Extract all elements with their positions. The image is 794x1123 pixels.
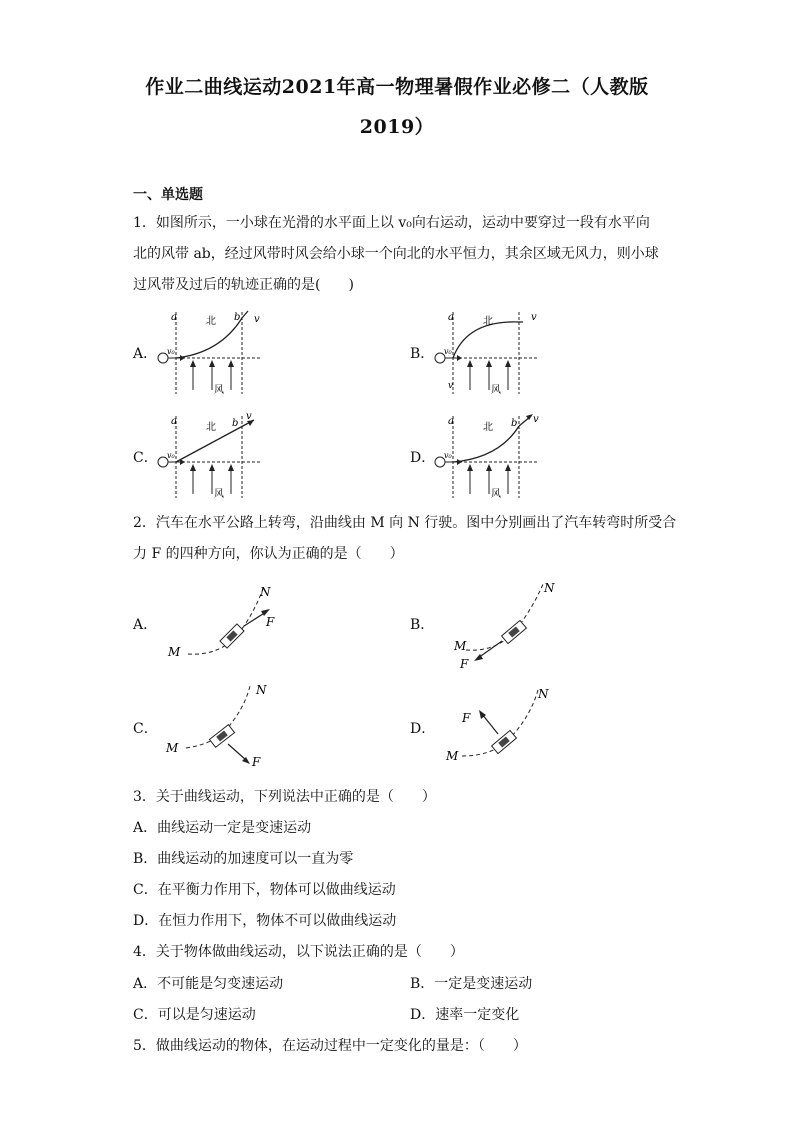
q1d-label-north: 北	[483, 422, 493, 433]
q1b-label-wind: 风	[491, 385, 501, 396]
q1c-label-b: b	[232, 418, 239, 429]
q1b-label-lower-v: v	[448, 381, 454, 391]
q2d-label-n: N	[538, 687, 549, 701]
q3-option-d: D．在恒力作用下，物体不可以做曲线运动	[133, 913, 397, 929]
q1a-label-v: v	[254, 314, 260, 325]
q1a-label-v0: v₀	[167, 347, 175, 356]
q1a-label-wind: 风	[214, 385, 224, 396]
q1-stem: 1．如图所示，一小球在光滑的水平面上以 v₀向右运动，运动中要穿过一段有水平向北的风带 ab，经过风带时风会给小球一个向北的水平恒力，其余区域无风力，则小球过风带及过后的轨迹正确的是( )	[133, 215, 659, 293]
q3-option-a: A．曲线运动一定是变速运动	[133, 820, 312, 836]
q1a-label-b: b	[234, 312, 241, 323]
q4-option-b: B．一定是变速运动	[410, 976, 533, 992]
q2-option-c-label: C．	[133, 721, 158, 737]
q1b-label-v: v	[531, 312, 537, 323]
q1b-label-a: a	[448, 312, 454, 323]
q3-option-b: B．曲线运动的加速度可以一直为零	[133, 851, 354, 867]
q1-figure-b	[427, 308, 547, 398]
q1d-label-wind: 风	[491, 489, 501, 500]
q2b-label-n: N	[544, 581, 555, 595]
q1-figure-d	[427, 412, 547, 502]
q2-option-b-label: B．	[410, 617, 435, 633]
q1c-label-a: a	[171, 416, 177, 427]
q2a-label-n: N	[260, 585, 271, 599]
q4-stem: 4．关于物体做曲线运动，以下说法正确的是（ ）	[133, 944, 464, 960]
q2c-label-f: F	[252, 755, 261, 769]
q2a-label-m: M	[168, 645, 181, 659]
q1b-label-v0: v₀	[444, 347, 452, 356]
document-title-line2: 2019）	[359, 116, 435, 138]
q4-option-c: C．可以是匀速运动	[133, 1007, 256, 1023]
q2-figure-d	[440, 682, 570, 774]
q2b-label-m: M	[454, 639, 467, 653]
q2b-label-f: F	[460, 657, 469, 671]
q2-figure-b	[440, 576, 570, 672]
q2c-label-m: M	[166, 741, 179, 755]
q3-option-c: C．在平衡力作用下，物体可以做曲线运动	[133, 882, 396, 898]
q1-figure-c	[150, 412, 270, 502]
q2d-label-f: F	[462, 711, 471, 725]
q1c-label-v: v	[246, 411, 252, 422]
section-heading: 一、单选题	[133, 187, 203, 203]
q2-stem-line1: 2．汽车在水平公路上转弯，沿曲线由 M 向 N 行驶。图中分别画出了汽车转弯时所受合	[133, 515, 677, 531]
q1d-label-a: a	[448, 416, 454, 427]
q1c-label-wind: 风	[214, 489, 224, 500]
q4-option-d: D．速率一定变化	[410, 1007, 520, 1023]
q1c-label-north: 北	[206, 422, 216, 433]
q1b-label-north: 北	[483, 316, 493, 327]
q4-option-a: A．不可能是匀变速运动	[133, 976, 284, 992]
q2a-label-f: F	[266, 615, 275, 629]
q1-option-a-label: A．	[133, 346, 158, 362]
q2-option-d-label: D．	[410, 721, 436, 737]
q1-figure-a	[150, 308, 270, 398]
q2d-label-m: M	[446, 749, 459, 763]
q2c-label-n: N	[256, 683, 267, 697]
q1d-label-v0: v₀	[444, 451, 452, 460]
document-title-line1: 作业二曲线运动2021年高一物理暑假作业必修二（人教版	[145, 76, 649, 98]
q1d-label-b: b	[511, 418, 518, 429]
q1-option-d-label: D．	[410, 450, 436, 466]
q5-stem: 5．做曲线运动的物体，在运动过程中一定变化的量是：（ ）	[133, 1038, 527, 1054]
q1a-label-a: a	[171, 312, 177, 323]
q2-stem-line2: 力 F 的四种方向，你认为正确的是（ ）	[133, 546, 404, 562]
q1-option-c-label: C．	[133, 450, 158, 466]
q2-figure-c	[160, 682, 290, 774]
q1c-label-v0: v₀	[167, 451, 175, 460]
q2-figure-a	[160, 578, 290, 668]
q1-option-b-label: B．	[410, 346, 435, 362]
q2-option-a-label: A．	[133, 617, 158, 633]
q1d-label-v: v	[533, 414, 539, 425]
q1a-label-north: 北	[206, 316, 216, 327]
q3-stem: 3．关于曲线运动，下列说法中正确的是（ ）	[133, 789, 436, 805]
